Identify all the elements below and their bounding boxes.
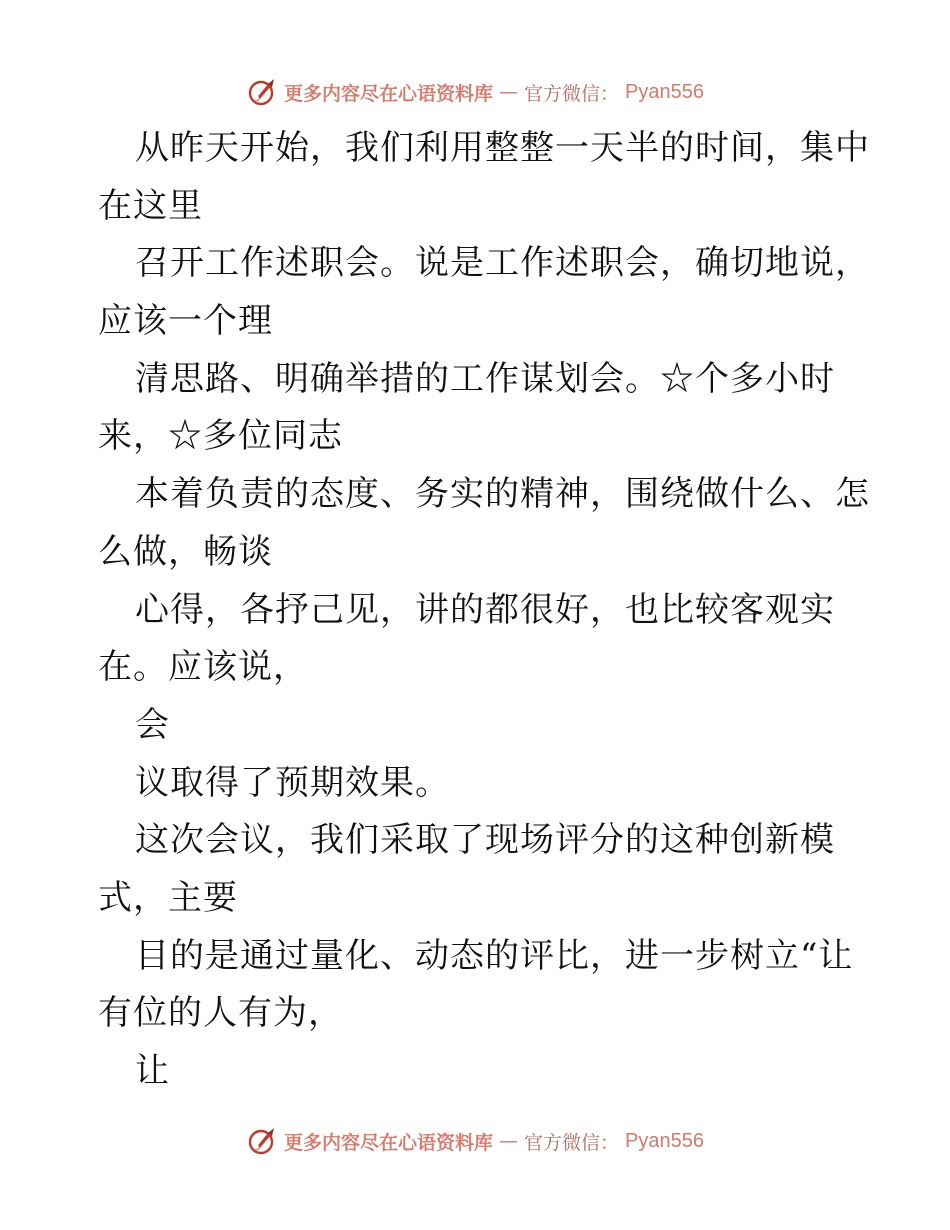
text-line: 心得，各抒己见，讲的都很好，也比较客观实 [135,589,835,630]
header-watermark-banner [0,72,950,112]
watermark-wechat-id: Pyan556 [625,80,704,103]
text-line: 清思路、明确举措的工作谋划会。☆个多小时 [135,358,835,399]
watermark-main-text: 更多内容尽在心语资料库 [284,1131,494,1154]
text-line: 目的是通过量化、动态的评比，进一步树立“让 [135,935,854,976]
text-line: 这次会议，我们采取了现场评分的这种创新模 [135,820,835,861]
text-line: 召开工作述职会。说是工作述职会，确切地说， [135,243,870,284]
watermark-sub-text: 官方微信： [524,1131,620,1154]
text-line: 在。应该说， [98,647,308,688]
watermark-separator: — [499,1130,519,1152]
watermark-sub-text: 官方微信： [524,82,620,105]
text-line: 会 [135,704,170,745]
document-body [98,120,870,1101]
quill-logo-icon [246,76,278,108]
text-line: 有位的人有为， [98,993,343,1034]
watermark-wechat-id: Pyan556 [625,1129,704,1152]
text-line: 让 [135,1051,170,1091]
watermark-separator: — [499,81,519,103]
footer-watermark-banner [0,1121,950,1161]
text-line: 应该一个理 [98,301,273,342]
text-line: 从昨天开始，我们利用整整一天半的时间，集中 [135,128,870,168]
text-line: 议取得了预期效果。 [135,762,450,803]
text-line: 么做，畅谈 [98,531,273,572]
text-line: 在这里 [98,185,203,226]
text-line: 本着负责的态度、务实的精神，围绕做什么、怎 [135,474,870,515]
text-line: 式，主要 [98,877,238,918]
watermark-main-text: 更多内容尽在心语资料库 [284,82,494,105]
quill-logo-icon [246,1125,278,1157]
text-line: 来，☆多位同志 [98,416,343,457]
